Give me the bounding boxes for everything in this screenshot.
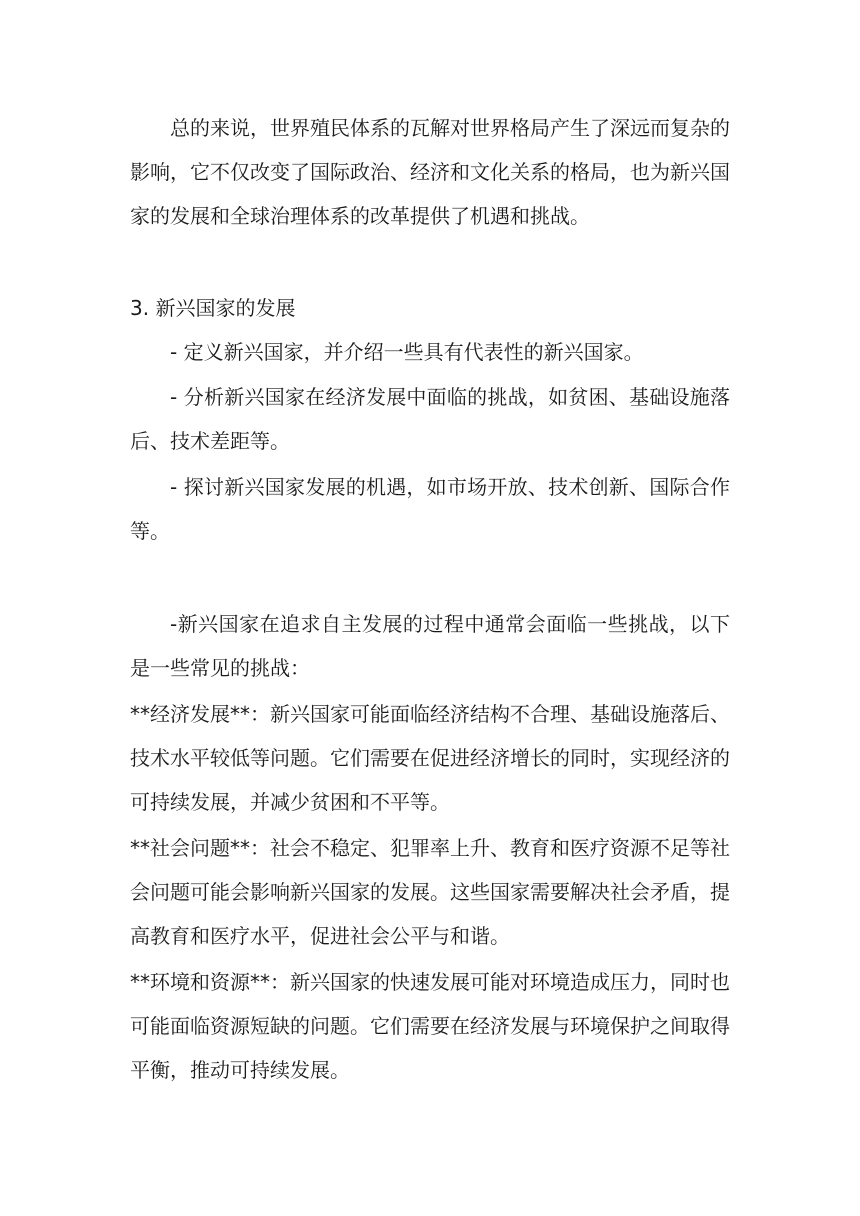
challenges-intro: -新兴国家在追求自主发展的过程中通常会面临一些挑战，以下是一些常见的挑战： [130,612,730,680]
intro-paragraph: 总的来说，世界殖民体系的瓦解对世界格局产生了深远而复杂的影响，它不仅改变了国际政治、经济和文化关系的格局，也为新兴国家的发展和全球治理体系的改革提供了机遇和挑战。 [130,116,730,228]
challenge-item-economy: **经济发展**：新兴国家可能面临经济结构不合理、基础设施落后、技术水平较低等问题。它们需要在促进经济增长的同时，实现经济的可持续发展，并减少贫困和不平等。 [130,702,730,814]
bullet-item: - 探讨新兴国家发展的机遇，如市场开放、技术创新、国际合作等。 [130,475,730,543]
bullet-item: - 定义新兴国家，并介绍一些具有代表性的新兴国家。 [170,340,644,364]
section-heading: 3. 新兴国家的发展 [130,296,296,320]
bullet-item: - 分析新兴国家在经济发展中面临的挑战，如贫困、基础设施落后、技术差距等。 [130,385,730,453]
challenge-item-environment: **环境和资源**：新兴国家的快速发展可能对环境造成压力，同时也可能面临资源短缺的问题。它们需要在经济发展与环境保护之间取得平衡，推动可持续发展。 [130,970,730,1082]
challenge-item-society: **社会问题**：社会不稳定、犯罪率上升、教育和医疗资源不足等社会问题可能会影响新兴国家的发展。这些国家需要解决社会矛盾，提高教育和医疗水平，促进社会公平与和谐。 [130,836,730,948]
